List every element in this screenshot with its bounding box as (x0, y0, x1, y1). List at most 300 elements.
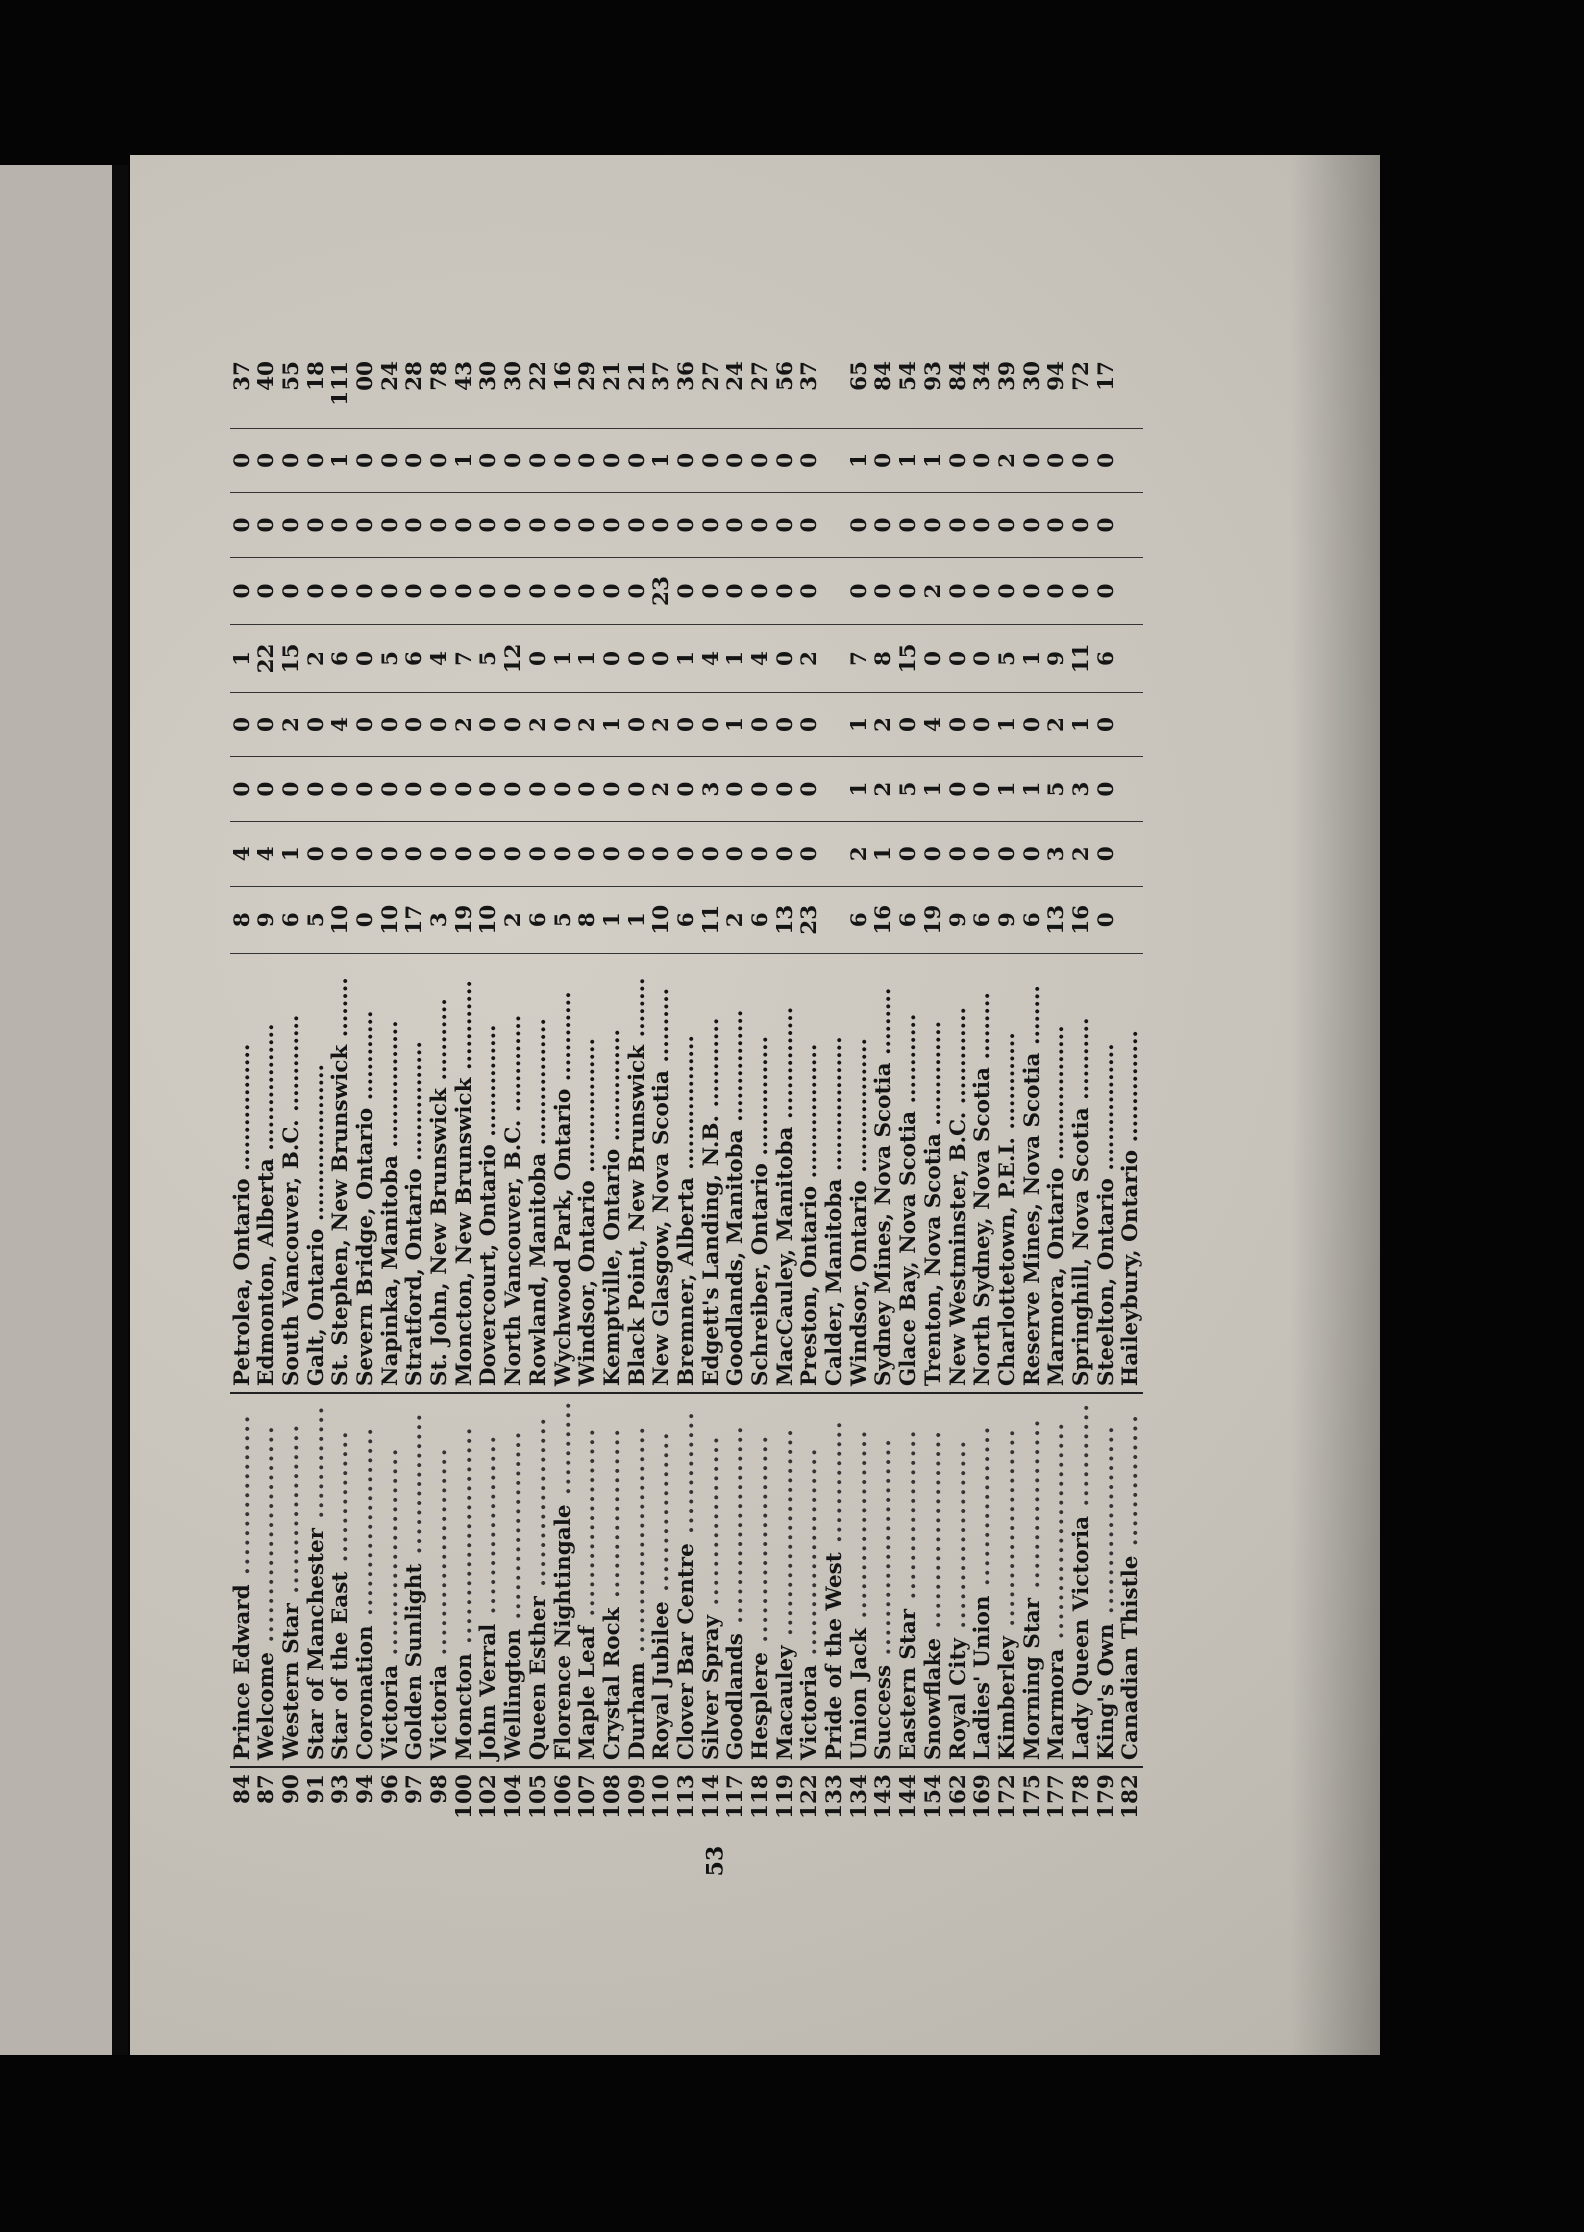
dot-leader: ................... (476, 1434, 502, 1624)
count-cell-8 (823, 428, 848, 493)
count-cell-7: 0 (897, 493, 922, 558)
dot-leader: .......... (649, 987, 675, 1071)
total-cell: 27 (699, 355, 724, 428)
count-cell-3: 5 (1045, 757, 1070, 822)
count-cell-6: 0 (279, 557, 304, 624)
count-cell-7 (823, 493, 848, 558)
dot-leader: ..................... (920, 1429, 946, 1638)
count-cell-2 (823, 821, 848, 886)
count-cell-6: 0 (378, 557, 403, 624)
lodge-number: 93 (329, 1767, 354, 1825)
count-cell-3: 0 (724, 757, 749, 822)
lodge-name: Morning Star (1019, 1597, 1045, 1761)
count-cell-5: 2 (304, 625, 329, 692)
count-cell-3: 1 (847, 757, 872, 822)
lodge-number: 91 (304, 1767, 329, 1825)
count-cell-7: 0 (1094, 493, 1119, 558)
lodge-number: 104 (502, 1767, 527, 1825)
dot-leader: ...................... (377, 1446, 403, 1665)
lodge-name: Wellington (501, 1628, 527, 1761)
dot-leader: .......... (550, 1400, 576, 1505)
lodge-name: Snowflake (920, 1637, 946, 1761)
count-cell-7: 0 (452, 493, 477, 558)
table-row (526, 355, 551, 1825)
lodge-location (946, 954, 971, 1394)
count-cell-4: 0 (477, 692, 502, 757)
count-cell-4: 2 (872, 692, 897, 757)
lodge-location (1069, 954, 1094, 1394)
lodge-name: Success (871, 1664, 897, 1761)
count-cell-1: 23 (798, 886, 823, 953)
lodge-location (403, 954, 428, 1394)
total-cell: 29 (576, 355, 601, 428)
table-row (1020, 355, 1045, 1825)
location-text: Marmora, Ontario (1044, 1167, 1070, 1387)
lodge-number: 134 (847, 1767, 872, 1825)
table-row (279, 355, 304, 1825)
count-cell-2: 0 (995, 821, 1020, 886)
count-cell-7: 0 (625, 493, 650, 558)
lodge-location (724, 954, 749, 1394)
count-cell-8: 1 (847, 428, 872, 493)
location-text: Goodlands, Manitoba (723, 1129, 749, 1387)
lodge-name: Royal City (945, 1638, 971, 1761)
count-cell-6: 23 (650, 557, 675, 624)
count-cell-7: 0 (428, 493, 453, 558)
count-cell-5: 9 (1045, 625, 1070, 692)
count-cell-5: 5 (477, 625, 502, 692)
count-cell-8: 0 (403, 428, 428, 493)
count-cell-8: 0 (551, 428, 576, 493)
count-cell-7: 0 (353, 493, 378, 558)
count-cell-3: 2 (650, 757, 675, 822)
count-cell-4: 0 (304, 692, 329, 757)
count-cell-3: 0 (502, 757, 527, 822)
total-cell: 93 (921, 355, 946, 428)
lodge-name-cell (748, 1393, 773, 1767)
dot-leader: .................. (599, 1427, 625, 1608)
lodge-name: Moncton (451, 1653, 477, 1761)
table-row (674, 355, 699, 1825)
lodge-number: 97 (403, 1767, 428, 1825)
count-cell-4: 0 (230, 692, 255, 757)
count-cell-8: 0 (1045, 428, 1070, 493)
lodge-number: 178 (1069, 1767, 1094, 1825)
total-cell: 40 (255, 355, 280, 428)
dot-leader: .................. (1019, 1417, 1045, 1598)
lodge-name: Clover Bar Centre (673, 1543, 699, 1761)
count-cell-2: 0 (452, 821, 477, 886)
count-cell-2: 0 (378, 821, 403, 886)
lodge-name: Coronation (353, 1625, 379, 1761)
count-cell-5: 11 (1069, 625, 1094, 692)
count-cell-6: 0 (329, 557, 354, 624)
count-cell-3: 0 (378, 757, 403, 822)
count-cell-2: 0 (724, 821, 749, 886)
table-row (600, 355, 625, 1825)
count-cell-8: 0 (279, 428, 304, 493)
location-text: Napinka, Manitoba (377, 1155, 403, 1387)
count-cell-1: 6 (897, 886, 922, 953)
count-cell-2: 2 (1069, 821, 1094, 886)
lodge-number: 119 (773, 1767, 798, 1825)
dot-leader: .............. (328, 1429, 354, 1572)
count-cell-8: 0 (946, 428, 971, 493)
lodge-name-cell (304, 1393, 329, 1767)
count-cell-6: 0 (995, 557, 1020, 624)
count-cell-7: 0 (872, 493, 897, 558)
total-cell: 55 (279, 355, 304, 428)
count-cell-8: 0 (798, 428, 823, 493)
lodge-name: Royal Jubilee (649, 1601, 675, 1761)
count-cell-6: 0 (847, 557, 872, 624)
dot-leader: .................. (698, 1434, 724, 1615)
count-cell-6: 0 (897, 557, 922, 624)
dot-leader: ..................... (303, 1063, 329, 1229)
count-cell-5: 15 (279, 625, 304, 692)
count-cell-1: 10 (329, 886, 354, 953)
location-text: Severn Bridge, Ontario (353, 1107, 379, 1387)
lodge-number: 105 (526, 1767, 551, 1825)
count-cell-4: 0 (625, 692, 650, 757)
count-cell-8: 0 (378, 428, 403, 493)
lodge-name-cell (625, 1393, 650, 1767)
count-cell-4: 4 (921, 692, 946, 757)
table-row (650, 355, 675, 1825)
lodge-name-cell (452, 1393, 477, 1767)
count-cell-4: 0 (971, 692, 996, 757)
dot-leader: ............ (896, 1013, 922, 1111)
count-cell-2: 0 (1020, 821, 1045, 886)
lodge-name: Queen Esther (525, 1596, 551, 1761)
count-cell-4 (823, 692, 848, 757)
count-cell-5: 1 (724, 625, 749, 692)
count-cell-7: 0 (600, 493, 625, 558)
count-cell-3: 0 (798, 757, 823, 822)
dot-leader: ........... (1068, 1017, 1094, 1108)
count-cell-2: 0 (600, 821, 625, 886)
count-cell-8: 0 (872, 428, 897, 493)
left-page-edge (0, 165, 120, 2055)
count-cell-5: 0 (650, 625, 675, 692)
count-cell-2: 0 (304, 821, 329, 886)
location-text: New Westminster, B.C. (945, 1111, 971, 1387)
count-cell-5: 6 (1094, 625, 1119, 692)
lodge-name: Ladies' Union (970, 1595, 996, 1761)
location-text: Edmonton, Alberta (254, 1158, 280, 1387)
count-cell-8: 1 (329, 428, 354, 493)
count-cell-5: 8 (872, 625, 897, 692)
total-cell: 17 (1094, 355, 1119, 428)
count-cell-6: 0 (551, 557, 576, 624)
count-cell-6: 0 (971, 557, 996, 624)
count-cell-2 (1119, 821, 1144, 886)
count-cell-1: 6 (748, 886, 773, 953)
lodge-location (699, 954, 724, 1394)
location-text: Kemptville, Ontario (599, 1148, 625, 1387)
count-cell-6: 0 (403, 557, 428, 624)
count-cell-4: 2 (650, 692, 675, 757)
lodge-number: 144 (897, 1767, 922, 1825)
lodge-name: Silver Spray (698, 1614, 724, 1761)
dot-leader: ........... (427, 998, 453, 1089)
count-cell-1: 16 (872, 886, 897, 953)
count-cell-5: 2 (798, 625, 823, 692)
total-cell: 37 (230, 355, 255, 428)
count-cell-1: 10 (477, 886, 502, 953)
dot-leader: ............ (451, 980, 477, 1078)
lodge-name: Welcome (254, 1652, 280, 1761)
count-cell-1: 9 (946, 886, 971, 953)
count-cell-2: 4 (230, 821, 255, 886)
count-cell-7: 0 (255, 493, 280, 558)
lodge-name-cell (674, 1393, 699, 1767)
lodge-name: Crystal Rock (599, 1607, 625, 1761)
lodge-number: 175 (1020, 1767, 1045, 1825)
count-cell-1: 11 (699, 886, 724, 953)
lodge-name: Durham (624, 1662, 650, 1761)
count-cell-8: 0 (576, 428, 601, 493)
count-cell-8: 0 (773, 428, 798, 493)
table-row (872, 355, 897, 1825)
table-row (329, 355, 354, 1825)
dot-leader: .................. (822, 1036, 848, 1179)
count-cell-5: 0 (971, 625, 996, 692)
count-cell-7: 0 (971, 493, 996, 558)
location-text: Calder, Manitoba (822, 1178, 848, 1387)
dot-leader: .................. (1044, 1025, 1070, 1168)
count-cell-3: 0 (773, 757, 798, 822)
table-row (477, 355, 502, 1825)
count-cell-2: 0 (403, 821, 428, 886)
count-cell-5: 0 (921, 625, 946, 692)
dot-leader: ................ (402, 1041, 428, 1169)
lodge-name-cell (279, 1393, 304, 1767)
lodge-name-cell (526, 1393, 551, 1767)
total-cell: 28 (403, 355, 428, 428)
count-cell-5: 4 (748, 625, 773, 692)
count-cell-1 (823, 886, 848, 953)
dot-leader: .................... (575, 1426, 601, 1627)
count-cell-6: 0 (872, 557, 897, 624)
lodge-name-cell (403, 1393, 428, 1767)
dot-leader: ......... (871, 987, 897, 1063)
dot-leader: ....................... (451, 1425, 477, 1654)
total-cell: 21 (625, 355, 650, 428)
count-cell-6: 0 (773, 557, 798, 624)
count-cell-1: 10 (650, 886, 675, 953)
lodge-name-cell (897, 1393, 922, 1767)
lodge-name: Victoria (797, 1664, 823, 1761)
count-cell-5: 5 (995, 625, 1020, 692)
count-cell-5 (1119, 625, 1144, 692)
count-cell-3: 2 (872, 757, 897, 822)
count-cell-8: 0 (1069, 428, 1094, 493)
count-cell-1: 3 (428, 886, 453, 953)
lodge-number: 96 (378, 1767, 403, 1825)
total-cell: 56 (773, 355, 798, 428)
table-row (748, 355, 773, 1825)
count-cell-7: 0 (847, 493, 872, 558)
count-cell-1: 19 (452, 886, 477, 953)
lodge-number: 182 (1119, 1767, 1144, 1825)
lodge-location (971, 954, 996, 1394)
table-row (699, 355, 724, 1825)
lodge-location (378, 954, 403, 1394)
lodge-name: Victoria (377, 1664, 403, 1761)
count-cell-3: 0 (230, 757, 255, 822)
lodge-number: 118 (748, 1767, 773, 1825)
count-cell-4: 2 (576, 692, 601, 757)
count-cell-3: 0 (526, 757, 551, 822)
count-cell-8: 1 (921, 428, 946, 493)
count-cell-2: 0 (674, 821, 699, 886)
dot-leader: ........................ (624, 1425, 650, 1663)
count-cell-1: 13 (1045, 886, 1070, 953)
count-cell-8: 0 (600, 428, 625, 493)
count-cell-1: 5 (304, 886, 329, 953)
dot-leader: ............. (278, 1014, 304, 1120)
lodge-name-cell (1045, 1393, 1070, 1767)
count-cell-7: 0 (378, 493, 403, 558)
lodge-name-cell (600, 1393, 625, 1767)
dot-leader: ............. (945, 1006, 971, 1112)
count-cell-4: 2 (279, 692, 304, 757)
lodge-name: Lady Queen Victoria (1068, 1515, 1094, 1761)
count-cell-1: 10 (378, 886, 403, 953)
location-text: North Sydney, Nova Scotia (970, 1067, 996, 1387)
count-cell-2: 0 (502, 821, 527, 886)
dot-leader: ........ (328, 977, 354, 1045)
dot-leader: .................... (846, 1428, 872, 1628)
lodge-number: 133 (823, 1767, 848, 1825)
table-row (255, 355, 280, 1825)
count-cell-5: 1 (674, 625, 699, 692)
count-cell-1: 6 (847, 886, 872, 953)
count-cell-8: 0 (1094, 428, 1119, 493)
dot-leader: ............. (994, 1032, 1020, 1138)
lodge-location (600, 954, 625, 1394)
count-cell-2: 0 (773, 821, 798, 886)
table-row (897, 355, 922, 1825)
count-cell-2: 0 (576, 821, 601, 886)
count-cell-7: 0 (650, 493, 675, 558)
count-cell-8: 0 (699, 428, 724, 493)
location-text: Steelton, Ontario (1093, 1178, 1119, 1387)
count-cell-7: 0 (748, 493, 773, 558)
dot-leader: ............. (822, 1419, 848, 1553)
count-cell-2: 0 (798, 821, 823, 886)
count-cell-5: 0 (625, 625, 650, 692)
location-text: Rowland, Manitoba (525, 1152, 551, 1387)
count-cell-6: 0 (428, 557, 453, 624)
dot-leader: ...................... (748, 1433, 774, 1653)
count-cell-7: 0 (230, 493, 255, 558)
dot-leader: ......... (970, 992, 996, 1068)
count-cell-7: 0 (329, 493, 354, 558)
dot-leader: ........... (1068, 1402, 1094, 1516)
count-cell-6: 0 (1045, 557, 1070, 624)
dot-leader: .................. (525, 1415, 551, 1597)
location-text: South Vancouver, B.C. (278, 1119, 304, 1387)
count-cell-7: 0 (477, 493, 502, 558)
count-cell-5: 1 (551, 625, 576, 692)
count-cell-7: 0 (403, 493, 428, 558)
table-row (724, 355, 749, 1825)
count-cell-4: 0 (502, 692, 527, 757)
dot-leader: ............ (303, 1404, 329, 1529)
lodge-location (773, 954, 798, 1394)
table-row (353, 355, 378, 1825)
lodge-name: Star of the East (328, 1571, 354, 1761)
count-cell-8: 0 (353, 428, 378, 493)
count-cell-5: 4 (699, 625, 724, 692)
count-cell-4: 4 (329, 692, 354, 757)
lodge-name-cell (378, 1393, 403, 1767)
count-cell-1: 9 (995, 886, 1020, 953)
count-cell-6: 0 (1094, 557, 1119, 624)
lodge-name-cell (1094, 1393, 1119, 1767)
lodge-number: 98 (428, 1767, 453, 1825)
count-cell-6: 0 (526, 557, 551, 624)
count-cell-2: 0 (946, 821, 971, 886)
table-row (971, 355, 996, 1825)
total-cell: 84 (872, 355, 897, 428)
count-cell-2: 0 (477, 821, 502, 886)
lodge-location (452, 954, 477, 1394)
count-cell-7: 0 (921, 493, 946, 558)
count-cell-6: 0 (477, 557, 502, 624)
lodge-name: Western Star (278, 1603, 304, 1761)
dot-leader: ...................... (772, 1427, 798, 1646)
count-cell-1: 6 (279, 886, 304, 953)
count-cell-8: 0 (304, 428, 329, 493)
total-cell: 30 (477, 355, 502, 428)
dot-leader: ................. (377, 1020, 403, 1156)
count-cell-2: 0 (551, 821, 576, 886)
count-cell-3: 0 (674, 757, 699, 822)
count-cell-2: 3 (1045, 821, 1070, 886)
count-cell-1: 6 (526, 886, 551, 953)
count-cell-4: 0 (378, 692, 403, 757)
lodge-name-cell (1119, 1393, 1144, 1767)
count-cell-3: 0 (428, 757, 453, 822)
total-cell: 111 (329, 355, 354, 428)
count-cell-6: 0 (255, 557, 280, 624)
dot-leader: ............... (772, 1006, 798, 1127)
table-row (1119, 355, 1144, 1825)
count-cell-3: 5 (897, 757, 922, 822)
lodge-number: 169 (971, 1767, 996, 1825)
count-cell-8: 2 (995, 428, 1020, 493)
count-cell-5 (823, 625, 848, 692)
count-cell-4: 2 (452, 692, 477, 757)
lodge-location (798, 954, 823, 1394)
count-cell-6: 0 (724, 557, 749, 624)
count-cell-8: 0 (502, 428, 527, 493)
location-text: Sydney Mines, Nova Scotia (871, 1062, 897, 1387)
lodge-name-cell (946, 1393, 971, 1767)
lodge-number: 109 (625, 1767, 650, 1825)
count-cell-3: 1 (921, 757, 946, 822)
count-cell-6: 0 (798, 557, 823, 624)
location-text: Glace Bay, Nova Scotia (896, 1110, 922, 1387)
count-cell-3: 0 (255, 757, 280, 822)
count-cell-4: 0 (428, 692, 453, 757)
table-body (230, 355, 1143, 1825)
table-row (1094, 355, 1119, 1825)
dot-leader: ............... (476, 1024, 502, 1145)
